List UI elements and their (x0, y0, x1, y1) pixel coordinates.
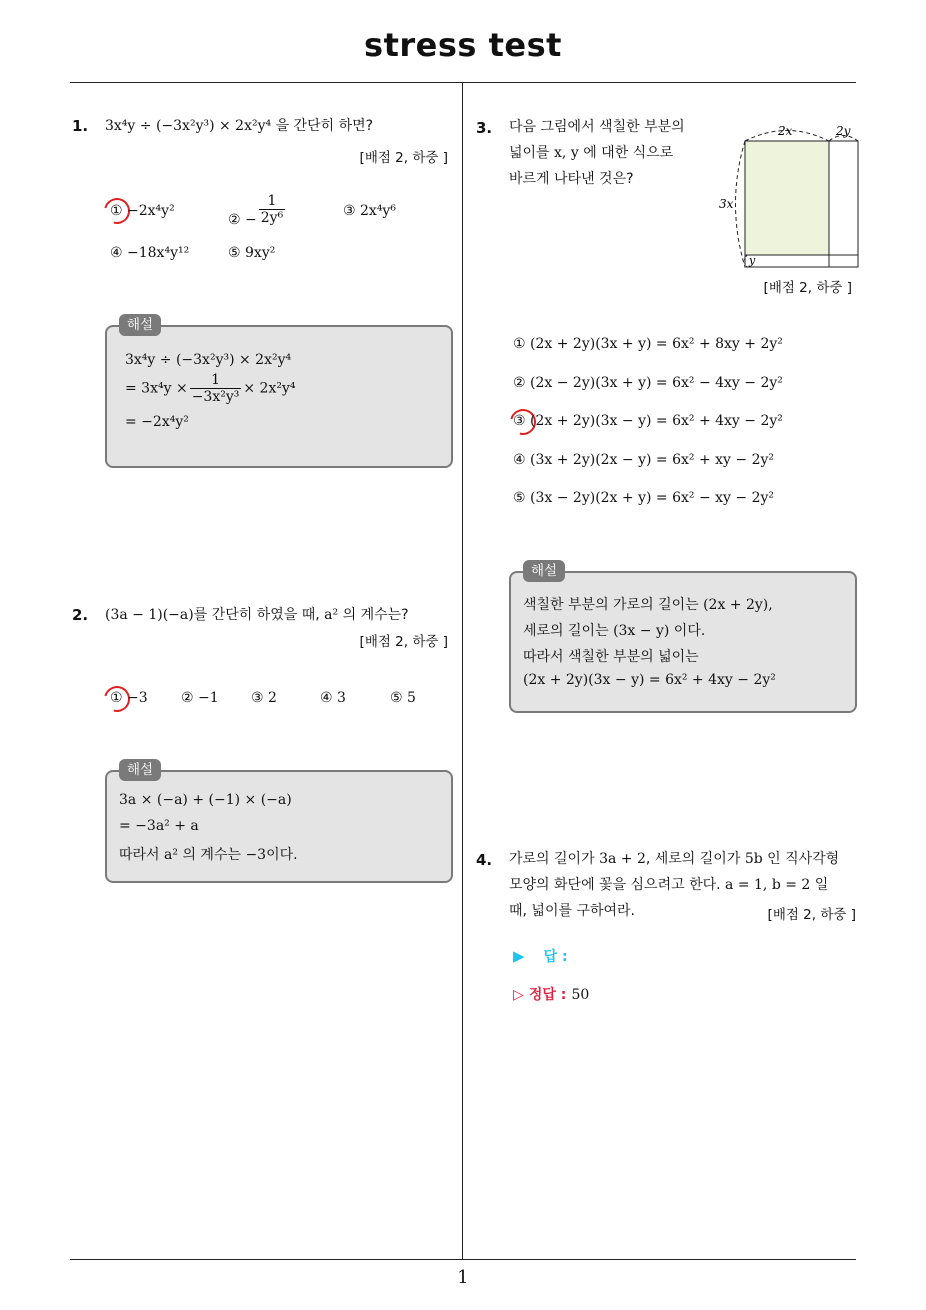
solution-line: = −3a² + a (119, 818, 199, 834)
page-title: stress test (364, 26, 562, 64)
choice-2[interactable]: ② −1 (181, 690, 219, 706)
correct-label: 정답 : (528, 987, 567, 1003)
score-label: [배점 2, 하중 ] (359, 634, 448, 650)
choice-4[interactable]: ④ −18x⁴y¹² (110, 245, 190, 261)
label-2y: 2y (836, 124, 851, 138)
question-3 (476, 118, 492, 137)
solution-tag: 해설 (119, 759, 161, 781)
choice-3[interactable]: ③ (2x + 2y)(3x − y) = 6x² + 4xy − 2y² (513, 413, 783, 429)
solution-line: 색칠한 부분의 가로의 길이는 (2x + 2y), (523, 597, 773, 613)
question-4 (476, 850, 492, 869)
question-3-stem-line: 다음 그림에서 색칠한 부분의 (509, 119, 685, 135)
question-3-stem-line: 넓이를 x, y 에 대한 식으로 (509, 145, 674, 161)
rectangle-figure (712, 118, 862, 274)
page-number: 1 (457, 1267, 469, 1288)
label-y: y (749, 254, 756, 267)
choice-1[interactable]: ① (2x + 2y)(3x + y) = 6x² + 8xy + 2y² (513, 336, 783, 352)
solution-line: = −2x⁴y² (125, 414, 189, 430)
answer-row (513, 946, 568, 966)
choice-2[interactable]: ② − $\frac{1}{\text{2y⁶}}$ (228, 193, 284, 228)
stem-math: 3x⁴y ÷ (−3x²y³) × 2x²y⁴ (105, 118, 272, 134)
choice-3[interactable]: ③ 2x⁴y⁶ (343, 203, 396, 219)
score-label: [배점 2, 하중 ] (767, 907, 856, 923)
choice-1[interactable]: ① −2x⁴y² (110, 203, 175, 219)
column-divider (462, 83, 463, 1259)
score-label: [배점 2, 하중 ] (359, 150, 448, 166)
solution-box-3 (509, 571, 857, 713)
question-1-stem (105, 113, 373, 139)
correct-value: 50 (571, 987, 590, 1003)
shaded-region (745, 141, 829, 255)
question-1 (72, 116, 88, 135)
choice-5[interactable]: ⑤ 9xy² (228, 245, 276, 261)
solution-line: 3a × (−a) + (−1) × (−a) (119, 792, 292, 808)
solution-tag: 해설 (119, 314, 161, 336)
question-number: 2. (72, 606, 89, 624)
score-label: [배점 2, 하중 ] (763, 280, 852, 296)
solution-line: 3x⁴y ÷ (−3x²y³) × 2x²y⁴ (125, 352, 292, 368)
choice-4[interactable]: ④ (3x + 2y)(2x − y) = 6x² + xy − 2y² (513, 452, 774, 468)
stem-text: 을 간단히 하면? (275, 118, 374, 134)
solution-line: 세로의 길이는 (3x − y) 이다. (523, 623, 706, 639)
solution-line: = 3x⁴y × $\frac{1}{\text{−3x²y³}}$ × 2x²y⁴ (125, 372, 296, 405)
question-4-stem-line: 모양의 화단에 꽃을 심으려고 한다. a = 1, b = 2 일 (509, 877, 829, 893)
question-number: 3. (476, 119, 493, 137)
question-number: 1. (72, 117, 89, 135)
bottom-rule (70, 1259, 856, 1260)
choice-3[interactable]: ③ 2 (251, 690, 277, 706)
question-3-stem-line: 바르게 나타낸 것은? (509, 171, 634, 187)
choice-2[interactable]: ② (2x − 2y)(3x + y) = 6x² − 4xy − 2y² (513, 375, 783, 391)
question-number: 4. (476, 851, 493, 869)
outline-arrow-icon: ▷ (513, 987, 524, 1003)
play-arrow-icon: ▶ (513, 947, 525, 965)
answer-label: 답 : (543, 949, 568, 965)
question-2 (72, 605, 88, 624)
label-3x: 3x (719, 197, 734, 211)
solution-line: (2x + 2y)(3x − y) = 6x² + 4xy − 2y² (523, 672, 776, 688)
solution-tag: 해설 (523, 560, 565, 582)
question-2-stem: (3a − 1)(−a)를 간단히 하였을 때, a² 의 계수는? (105, 607, 409, 623)
question-4-stem-line: 때, 넓이를 구하여라. (509, 903, 635, 919)
correct-answer-row (513, 984, 589, 1004)
choice-1[interactable]: ① −3 (110, 690, 148, 706)
question-4-stem-line: 가로의 길이가 3a + 2, 세로의 길이가 5b 인 직사각형 (509, 851, 840, 867)
solution-line: 따라서 a² 의 계수는 −3이다. (119, 847, 298, 863)
choice-5[interactable]: ⑤ 5 (390, 690, 416, 706)
choice-5[interactable]: ⑤ (3x − 2y)(2x + y) = 6x² − xy − 2y² (513, 490, 774, 506)
top-rule (70, 82, 856, 83)
solution-line: 따라서 색칠한 부분의 넓이는 (523, 649, 699, 665)
label-2x: 2x (778, 124, 793, 138)
choice-4[interactable]: ④ 3 (320, 690, 346, 706)
